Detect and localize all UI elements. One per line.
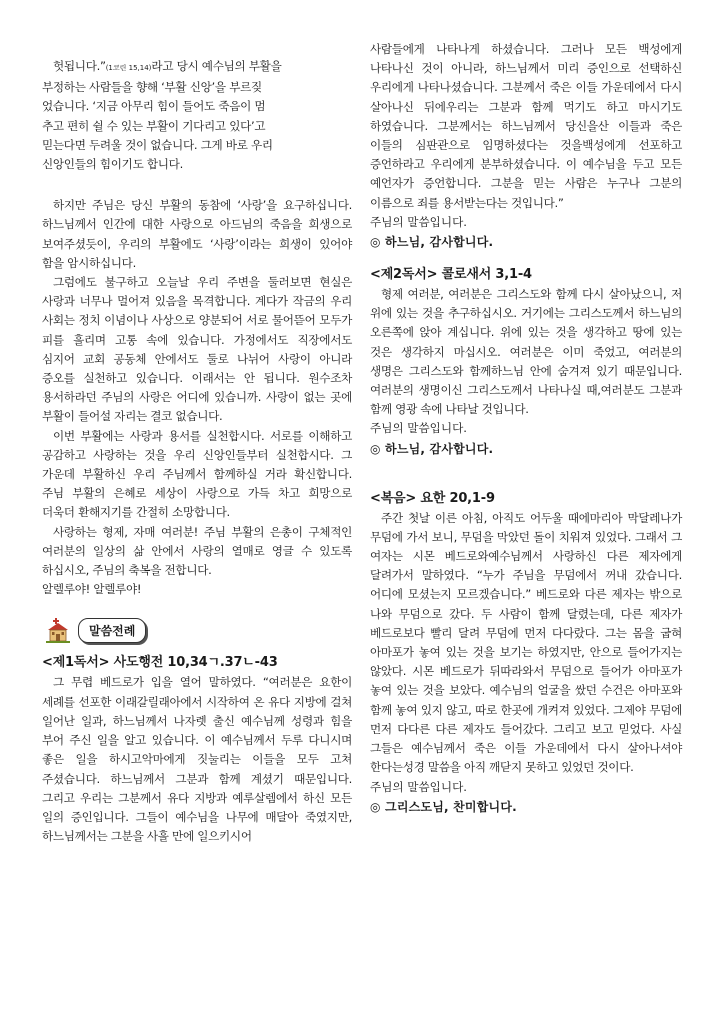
closing-formula-1: 주님의 말씀입니다. bbox=[370, 214, 467, 229]
homily-p1-line-4: 추고 편히 쉴 수 있는 부활이 기다리고 있다’고 bbox=[42, 118, 266, 133]
second-reading-text: 형제 여러분, 여러분은 그리스도와 함께 다시 살아났으니, 저 위에 있는 것을 추구하십시오. 거기에는 그리스도께서 하느님의 오른쪽에 앉아 계십니다. 위에 있는 것을 생각하고 땅에 있는 것은 생각하지 마십시오. 여러분은 이미 죽었고, 여러분의 생명은 그리스도와 함께하느님 안에 숨겨져 있기 때문입니다. 여러분의 생명이신 그리스도께서 나타나실 때,여러분도 그분과 함께 영광 속에 나타날 것입니다. bbox=[370, 287, 682, 417]
response-3: ◎ 그리스도님, 찬미합니다. bbox=[370, 799, 517, 814]
first-reading-continued: 사람들에게 나타나게 하셨습니다. 그러나 모든 백성에게 나타나신 것이 아니라, 하느님께서 미리 증인으로 선택하신 우리에게 나타나셨습니다. 그분께서 죽은 이들 가운데에서 다시 살아나신 뒤에우리는 그분과 함께 먹기도 하고 마시기도 하였습니다. 그분께서는 하느님께서 당신을산 이들과 죽은 이들의 심판관으로 임명하셨다는 것을백성에게 선포하고 증언하라고 우리에게 분부하셨습니다. 이 예수님을 두고 모든 예언자가 증언합니다. 그분을 믿는 사람은 누구나 그분의 이름으로 죄를 용서받는다는 것입니다.” bbox=[370, 42, 682, 210]
homily-paragraph-3: 그럼에도 불구하고 오늘날 우리 주변을 둘러보면 현실은 사랑과 너무나 멀어져 있음을 목격합니다. 계다가 작금의 우리 사회는 정치 이념이나 사상으로 양분되어 서로 물어뜯어 모두가 피를 흘리며 고통 속에 있습니다. 가정에서도 직장에서도 심지어 교회 공동체 안에서도 둘로 나뉘어 사랑이 아니라 증오를 실천하고 있습니다. 이래서는 안 됩니다. 원수조차 용서하라던 주님의 사랑은 어디에 있습니까. 사랑이 없는 곳에 부활이 들어설 자리는 결코 없습니다. bbox=[42, 275, 352, 424]
first-reading-text: 그 무렵 베드로가 입을 열어 말하였다. “여러분은 요한이 세례를 선포한 이래갈릴래아에서 시작하여 온 유다 지방에 걸쳐 일어난 일과, 하느님께서 나자렛 출신 예수님께 성령과 힘을 부어 주신 일을 알고 있습니다. 이 예수님께서 두루 다니시며 좋은 일을 하시고악마에게 짓눌리는 이들을 모두 고쳐 주셨습니다. 하느님께서 그분과 함께 계셨기 때문입니다. 그리고 우리는 그분께서 유다 지방과 예루살렘에서 하신 모든 일의 증인입니다. 그들이 예수님을 나무에 매달아 죽였지만, 하느님께서는 그분을 사흘 만에 일으키시어 bbox=[42, 675, 352, 844]
scripture-citation: (1코린 15,14) bbox=[105, 64, 152, 72]
homily-p1-line-3: 었습니다. ‘지금 아무리 힘이 들어도 죽음이 멈 bbox=[42, 99, 266, 114]
closing-formula-3: 주님의 말씀입니다. bbox=[370, 779, 467, 794]
homily-paragraph-1 bbox=[42, 57, 352, 174]
homily-paragraph-5: 사랑하는 형제, 자매 여러분! 주님 부활의 은총이 구체적인 여러분의 일상의 삶 안에서 사랑의 열매로 영글 수 있도록 하십시오, 주님의 축복을 전합니다. bbox=[42, 524, 352, 578]
response-2: ◎ 하느님, 감사합니다. bbox=[370, 441, 494, 456]
homily-p1-line-5: 믿는다면 두려울 것이 없습니다. 그게 바로 우리 bbox=[42, 137, 273, 152]
alleluia-line: 알렐루야! 알렐루야! bbox=[42, 582, 142, 597]
response-1: ◎ 하느님, 감사합니다. bbox=[370, 235, 494, 250]
liturgy-of-word-badge bbox=[44, 617, 352, 643]
homily-paragraph-4: 이번 부활에는 사랑과 용서를 실천합시다. 서로를 이해하고 공감하고 사랑하는 것을 우리 신앙인들부터 실천합시다. 그 가운데 부활하신 우리 주님께서 함께하실 거라 확신합니다. 주님 부활의 은혜로 세상이 사랑으로 가득 차고 희망으로 더욱더 환해지기를 간절히 소망합니다. bbox=[42, 428, 352, 520]
badge-label: 말씀전례 bbox=[78, 618, 146, 643]
second-reading-title: <제2독서> 콜로새서 3,1-4 bbox=[370, 267, 532, 283]
homily-paragraph-2: 하지만 주님은 당신 부활의 동참에 ‘사랑’을 요구하십니다. 하느님께서 인간에 대한 사랑으로 아드님의 죽음을 희생으로 보여주셨듯이, 우리의 부활에도 ‘사랑’이라는 희생이 있어야 함을 암시하십니다. bbox=[42, 198, 352, 270]
first-reading-title: <제1독서> 사도행전 10,34ㄱ.37ㄴ-43 bbox=[42, 655, 278, 671]
gospel-title: <복음> 요한 20,1-9 bbox=[370, 490, 495, 506]
homily-p1-line-1b: 라고 당시 예수님의 부활을 bbox=[151, 59, 282, 73]
homily-p1-line-2: 부정하는 사람들을 향해 ‘부활 신앙’을 부르짖 bbox=[42, 80, 262, 95]
gospel-text: 주간 첫날 이른 아침, 아직도 어두울 때에마리아 막달레나가 무덤에 가서 보니, 무덤을 막았던 돌이 치워져 있었다. 그래서 그 여자는 시몬 베드로와예수님께서 사랑하신 다른 제자에게 달려가서 말하였다. “누가 주님을 무덤에서 꺼내 갔습니다. 어디에 모셨는지 모르겠습니다.” 베드로와 다른 제자는 밖으로 나와 무덤으로 갔다. 두 사람이 함께 달렸는데, 다른 제자가 베드로보다 빨리 달려 무덤에 먼저 다다랐다. 그는 몸을 굽혀 아마포가 놓여 있는 것을 보기는 하였지만, 안으로 들어가지는 않았다. 시몬 베드로가 뒤따라와서 무덤으로 들어가 아마포가 놓여 있는 것을 보았다. 예수님의 얼굴을 쌌던 수건은 아마포와 함께 놓여 있지 않고, 따로 한곳에 개켜져 있었다. 그제야 무덤에 먼저 다다른 다른 제자도 들어갔다. 그리고 보고 믿었다. 사실 그들은 예수님께서 죽은 이들 가운데에서 다시 살아나셔야 한다는성경 말씀을 아직 깨닫지 못하고 있었던 것이다. bbox=[370, 510, 682, 775]
left-column bbox=[42, 40, 352, 846]
church-icon bbox=[44, 617, 72, 643]
closing-formula-2: 주님의 말씀입니다. bbox=[370, 421, 467, 436]
homily-p1-line-6: 신앙인들의 힘이기도 합니다. bbox=[42, 157, 183, 172]
right-column bbox=[370, 40, 682, 817]
homily-p1-line-1a: 헛됩니다.” bbox=[53, 59, 106, 73]
